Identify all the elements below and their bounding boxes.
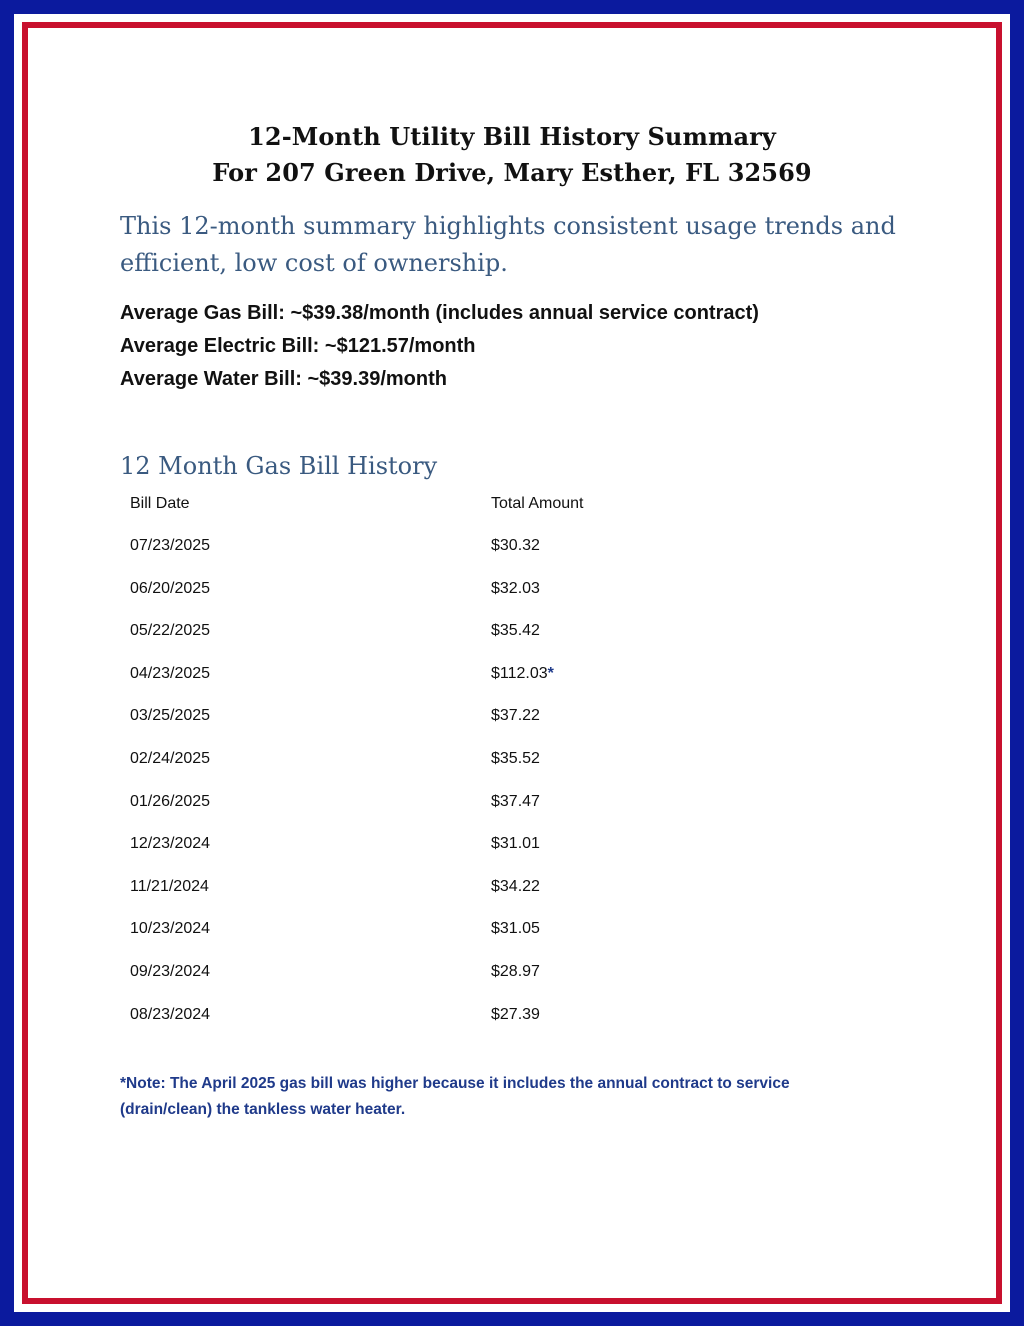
bill-amount-value: $35.52 <box>491 750 540 767</box>
bill-amount-cell <box>491 707 540 725</box>
bill-amount-cell <box>491 580 540 598</box>
bill-amount-value: $34.22 <box>491 877 540 895</box>
bill-amount-cell <box>491 750 540 768</box>
bill-date-cell: 06/20/2025 <box>130 579 211 597</box>
bill-amount-value: $35.42 <box>491 622 540 640</box>
bill-date-cell: 01/26/2025 <box>130 792 211 810</box>
column-header-total-amount: Total Amount <box>491 495 584 512</box>
table-row <box>0 878 1024 908</box>
gas-history-heading: 12 Month Gas Bill History <box>120 452 438 480</box>
bill-date-cell: 04/23/2025 <box>130 664 211 682</box>
bill-date-cell: 05/22/2025 <box>130 622 211 640</box>
table-row <box>0 537 1024 567</box>
table-row <box>0 793 1024 823</box>
bill-amount-cell <box>491 1006 540 1024</box>
bill-amount-cell <box>491 537 540 555</box>
average-water-bill: Average Water Bill: ~$39.39/month <box>120 368 447 390</box>
table-row <box>0 750 1024 780</box>
bill-amount-cell <box>491 622 540 640</box>
column-header-bill-date: Bill Date <box>130 495 190 512</box>
table-row <box>0 580 1024 610</box>
average-electric-bill: Average Electric Bill: ~$121.57/month <box>120 335 476 357</box>
bill-date-cell: 07/23/2025 <box>130 537 211 554</box>
table-row <box>0 707 1024 737</box>
bill-amount-value: $32.03 <box>491 579 540 597</box>
bill-amount-value: $27.39 <box>491 1005 540 1023</box>
footnote-marker: * <box>547 664 554 682</box>
bill-date-cell: 09/23/2024 <box>130 963 211 980</box>
table-row <box>0 835 1024 865</box>
table-row <box>0 622 1024 652</box>
bill-amount-cell <box>491 793 540 811</box>
bill-amount-value: $37.47 <box>491 792 540 810</box>
bill-date-cell: 11/21/2024 <box>130 877 209 895</box>
bill-date-cell: 10/23/2024 <box>130 920 211 938</box>
bill-amount-value: $30.32 <box>491 537 540 554</box>
average-gas-bill: Average Gas Bill: ~$39.38/month (includes annual service contract) <box>120 302 759 324</box>
bill-date-cell: 08/23/2024 <box>130 1005 211 1023</box>
bill-date-cell: 02/24/2025 <box>130 750 211 767</box>
bill-amount-value: $112.03 <box>491 664 548 682</box>
page-title: 12-Month Utility Bill History Summary <box>248 122 776 151</box>
intro-summary: This 12-month summary highlights consistent usage trends and efficient, low cost of ownership. <box>120 212 896 277</box>
bill-amount-cell <box>491 878 540 896</box>
bill-amount-cell <box>491 963 540 981</box>
footnote: *Note: The April 2025 gas bill was higher because it includes the annual contract to service (drain/clean) the tankless water heater. <box>120 1075 790 1118</box>
bill-amount-cell <box>491 835 540 853</box>
bill-amount-value: $37.22 <box>491 707 540 725</box>
bill-amount-value: $28.97 <box>491 963 540 980</box>
page-subtitle-address: For 207 Green Drive, Mary Esther, FL 32569 <box>212 158 812 187</box>
bill-amount-value: $31.05 <box>491 920 540 938</box>
table-row <box>0 920 1024 950</box>
table-row <box>0 1006 1024 1036</box>
bill-amount-cell <box>491 920 540 938</box>
table-row <box>0 963 1024 993</box>
bill-amount-cell <box>491 665 554 683</box>
bill-amount-value: $31.01 <box>491 835 540 853</box>
bill-date-cell: 12/23/2024 <box>130 835 211 853</box>
table-row <box>0 665 1024 695</box>
bill-date-cell: 03/25/2025 <box>130 707 211 725</box>
